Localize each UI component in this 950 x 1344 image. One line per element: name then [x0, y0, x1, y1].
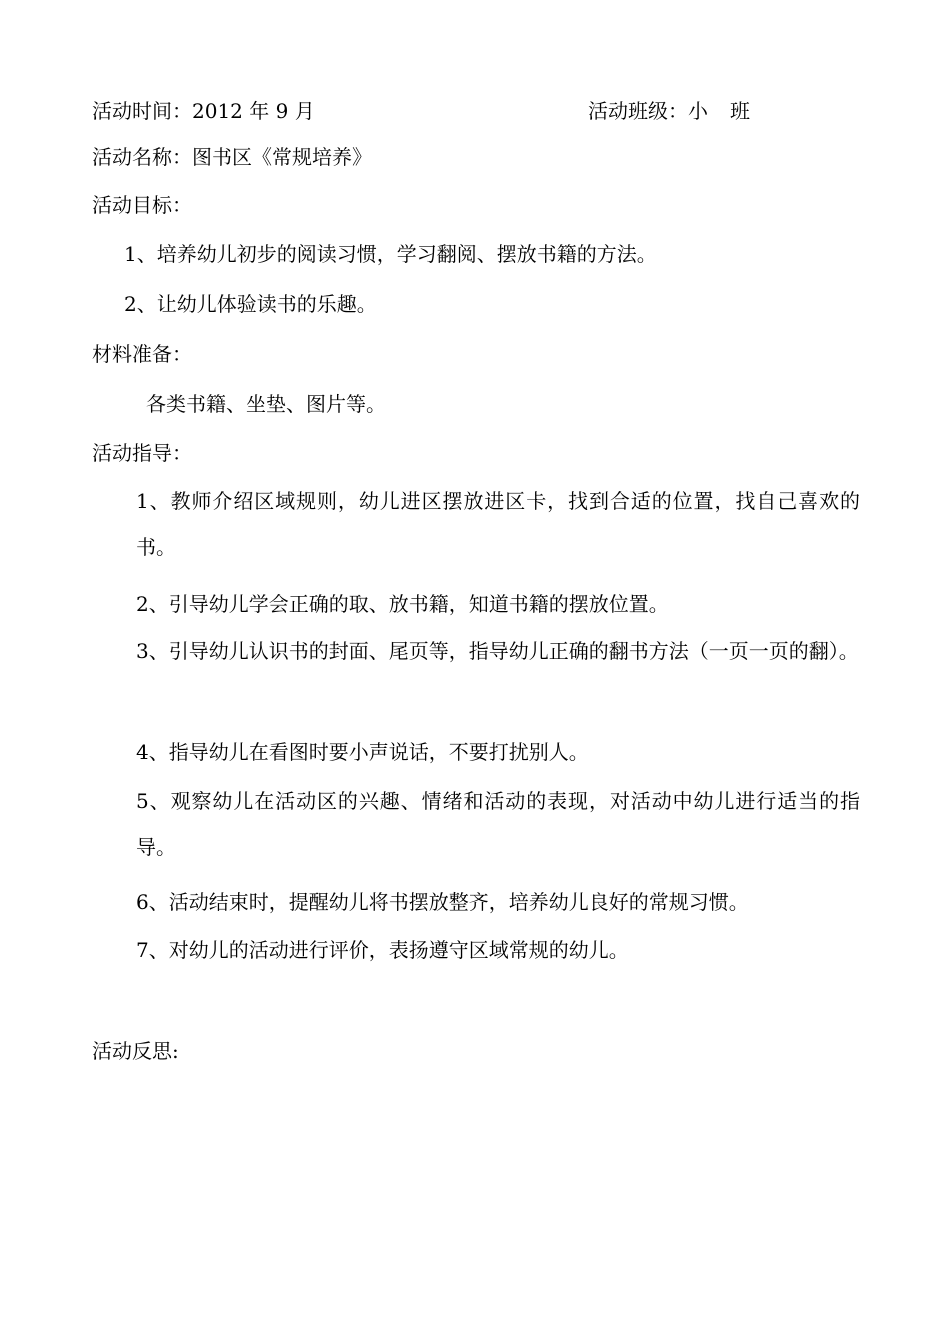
goal-item-1: 1、培养幼儿初步的阅读习惯，学习翻阅、摆放书籍的方法。	[124, 242, 657, 266]
activity-class-label: 活动班级：小	[588, 99, 708, 123]
guidance-item-7: 7、对幼儿的活动进行评价，表扬遵守区域常规的幼儿。	[136, 938, 629, 962]
goal-item-2: 2、让幼儿体验读书的乐趣。	[124, 292, 377, 316]
guidance-item-6: 6、活动结束时，提醒幼儿将书摆放整齐，培养幼儿良好的常规习惯。	[136, 890, 749, 914]
guidance-item-5: 5、观察幼儿在活动区的兴趣、情绪和活动的表现，对活动中幼儿进行适当的指导。	[136, 789, 860, 859]
goals-heading: 活动目标：	[92, 193, 192, 217]
activity-class	[588, 99, 750, 123]
guidance-item-1: 1、教师介绍区域规则，幼儿进区摆放进区卡，找到合适的位置，找自己喜欢的书。	[136, 489, 860, 559]
guidance-item-3: 3、引导幼儿认识书的封面、尾页等，指导幼儿正确的翻书方法（一页一页的翻）。	[136, 639, 859, 663]
guidance-heading: 活动指导：	[92, 441, 192, 465]
materials-heading: 材料准备：	[92, 342, 192, 366]
reflection-heading: 活动反思:	[92, 1039, 179, 1063]
activity-name: 活动名称：图书区《常规培养》	[92, 145, 372, 169]
guidance-item-4: 4、指导幼儿在看图时要小声说话，不要打扰别人。	[136, 740, 589, 764]
activity-time: 活动时间：2012 年 9 月	[92, 99, 315, 123]
materials-text: 各类书籍、坐垫、图片等。	[146, 392, 386, 416]
guidance-item-2: 2、引导幼儿学会正确的取、放书籍，知道书籍的摆放位置。	[136, 592, 669, 616]
activity-class-value: 班	[730, 99, 750, 123]
